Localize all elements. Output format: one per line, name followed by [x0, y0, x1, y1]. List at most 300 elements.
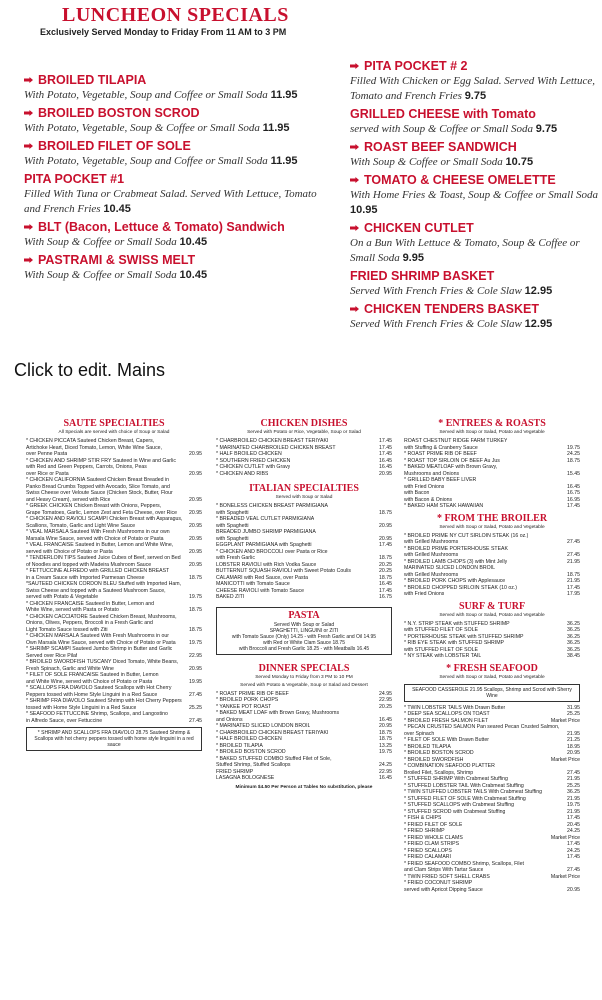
menu-item-name: * SEAFOOD FETTUCCINE Shrimp, Scallops, and Langostino [26, 711, 168, 717]
chicken-note: Served with Potato or Rice, Vegetable, Soup or Salad [247, 430, 361, 435]
menu-item-name: with Spaghetti [216, 509, 249, 516]
menu-item-price: 18.75 [567, 457, 580, 464]
menu-item-name: * FETTUCCINE ALFREDO with GRILLED CHICKEN BREAST [26, 568, 170, 574]
luncheon-item-name [24, 252, 324, 268]
luncheon-item-desc-text: On a Bun With Lettuce & Tomato, Soup & Coffee or Small Soda [350, 237, 580, 264]
menu-item-name: * STUFFED SCROD with Crabmeat Stuffing [404, 808, 506, 815]
menu-item-price: 17.95 [567, 591, 580, 597]
menu-item-name: with Fresh Garlic [216, 555, 255, 561]
luncheon-item-desc-text: With Home Fries & Toast, Soup & Coffee or Small Soda [350, 189, 599, 201]
luncheon-item [350, 172, 600, 218]
menu-item-price: 18.75 [379, 736, 392, 742]
surf-note: Served with Soup or Salad, Potato and Vegetable [439, 612, 545, 618]
arrow-icon [350, 177, 359, 183]
menu-item-name: Light Tomato Sauce tossed with Ziti [26, 626, 108, 633]
menu-item-name: * GRILLED BABY BEEF LIVER [404, 477, 477, 483]
saute-special-box: * SHRIMP AND SCALLOPS FRA DIAVOLO 28.75 Sauteed Shrimp & Scallops with hot cherry peppers tossed with home style linguini in a red sauce [26, 727, 202, 751]
menu-item-price: Market Price [550, 717, 580, 724]
luncheon-item-description [350, 317, 600, 332]
menu-item-name: * NY STEAK with LOBSTER TAIL [404, 653, 482, 659]
menu-item-name: * TWIN LOBSTER TAILS With Drawn Butter [404, 704, 506, 711]
menu-item-name: * SOUTHERN FRIED CHICKEN [216, 457, 291, 464]
menu-item-price: 17.45 [567, 815, 580, 821]
italian-heading: ITALIAN SPECIALTIES [249, 483, 359, 494]
dinner-items [216, 691, 392, 782]
menu-item-name: * BROILED PORK CHOPS [216, 697, 279, 703]
menu-item-name: Panko Bread Crumbs Topped with Avocado, Slice Tomato, and [26, 483, 170, 490]
luncheon-item-desc-text: With Potato, Vegetable, Soup & Coffee or Small Soda [24, 122, 263, 134]
menu-item-name: Served over Rice Pilaf [26, 652, 78, 659]
menu-item-name: White Wine, served with Pasta or Potato [26, 607, 119, 613]
luncheon-item-desc-text: Filled With Chicken or Egg Salad. Served With Lettuce, Tomato and French Fries [350, 75, 596, 102]
menu-item-name: * FRIED CLAM STRIPS [404, 841, 460, 847]
luncheon-item-name [350, 172, 600, 188]
dinner-note-1: Served Monday to Friday from 3 PM to 10 PM [255, 674, 353, 680]
luncheon-item-title: ROAST BEEF SANDWICH [364, 140, 517, 154]
menu-item-name: Onions, Olives, Peppers, Broccoli in a Fresh Garlic and [26, 620, 153, 626]
menu-item-name: in a Cream Sauce with Imported Parmesan Cheese [26, 574, 145, 581]
arrow-icon [350, 144, 359, 150]
luncheon-item-title: TOMATO & CHEESE OMELETTE [364, 173, 556, 187]
luncheon-item-description [24, 121, 324, 136]
italian-note: Served with Soup or Salad [275, 495, 333, 500]
luncheon-item-desc-text: With Potato, Vegetable, Soup and Coffee or Small Soda [24, 155, 271, 167]
menu-item-price: 13.25 [379, 742, 392, 749]
luncheon-item-desc-text: Filled With Tuna or Crabmeat Salad. Served With Lettuce, Tomato and French Fries [24, 188, 317, 215]
menu-item-price: 16.45 [379, 457, 392, 464]
menu-item-name: * HALF BROILED CHICKEN [216, 451, 282, 457]
arrow-icon [24, 77, 33, 83]
menu-item-price: 20.25 [379, 703, 392, 710]
menu-item-price: Market Price [550, 756, 580, 763]
menu-item-name: * BAKED MEAT LOAF with Brown Gravy, Mushrooms [216, 710, 340, 716]
menu-item-price: 17.45 [567, 503, 580, 509]
menu-item-name: * COMBINATION SEAFOOD PLATTER [404, 763, 495, 769]
luncheon-item-price: 10.45 [103, 203, 131, 215]
luncheon-item [24, 138, 324, 169]
menu-item-name: over Spinach [404, 730, 435, 737]
seafood-note: Served with Soup or Salad, Potato and Vegetable [439, 674, 545, 680]
menu-item-price: 20.95 [189, 509, 202, 516]
menu-item-price: 18.75 [379, 729, 392, 736]
menu-item-price: 16.75 [567, 490, 580, 496]
menu-item-price: 17.45 [567, 584, 580, 591]
menu-item-price: 20.95 [189, 470, 202, 477]
menu-item-price: 20.45 [567, 821, 580, 828]
luncheon-item-description [350, 122, 600, 137]
luncheon-item-description [24, 88, 324, 103]
saute-items [26, 438, 202, 724]
menu-item-name: * CHICKEN CUTLET with Gravy [216, 464, 291, 470]
menu-item-name: * BROILED TILAPIA [216, 742, 263, 749]
menu-item-name: served with Potato & Vegetable [26, 594, 99, 600]
menu-item-name: * TWIN STUFFED LOBSTER TAILS With Crabmeat Stuffing [404, 789, 542, 795]
luncheon-item-price: 12.95 [524, 318, 553, 330]
luncheon-item-price: 10.45 [179, 269, 208, 281]
luncheon-item-description [350, 74, 600, 104]
menu-item-price: 18.95 [567, 743, 580, 750]
menu-item-name: with Bacon [404, 490, 430, 496]
luncheon-item-name [24, 72, 324, 88]
menu-item-price: 16.45 [567, 483, 580, 490]
menu-item-price: 17.45 [567, 841, 580, 847]
menu-item-price: 36.25 [567, 627, 580, 633]
menu-item-price: 20.95 [379, 535, 392, 542]
luncheon-item-name [350, 58, 600, 74]
menu-item-name: * ROAST PRIME RIB OF BEEF [404, 451, 477, 457]
menu-item-name: * FRIED CALAMARI [404, 854, 451, 860]
luncheon-item-price: 10.75 [505, 156, 534, 168]
saute-note: All Specials are served with choice of Soup or Salad [58, 430, 170, 435]
menu-item-price: 20.25 [379, 561, 392, 568]
menu-item-name: * BROILED SWORDFISH TUSCANY Diced Tomato, White Beans, [26, 659, 179, 665]
arrow-icon [350, 306, 359, 312]
menu-row [404, 887, 580, 894]
luncheon-item-price: 10.95 [350, 204, 378, 216]
menu-item-name: * CHICKEN FRANCAISE Sauteed in Butter, Lemon and [26, 600, 155, 607]
saute-heading: SAUTE SPECIALTIES [63, 418, 165, 429]
menu-item-price: 27.45 [567, 539, 580, 545]
menu-item-name: CHEESE RAVIOLI with Tomato Sauce [216, 587, 305, 594]
menu-item-name: * BAKED STUFFED COMBO Stuffed Filet of Sole, [216, 755, 332, 762]
menu-item-price: 18.75 [379, 509, 392, 516]
menu-item-price: 27.45 [567, 552, 580, 558]
menu-item-price: 27.45 [567, 769, 580, 776]
luncheon-item [24, 252, 324, 283]
luncheon-item-price: 9.75 [535, 123, 558, 135]
menu-item-price: 38.45 [567, 653, 580, 659]
menu-item-name: * FRIED SHRIMP [404, 828, 445, 834]
luncheon-item-description [350, 188, 600, 218]
menu-item-name: * CHICKEN AND BROCCOLI over Pasta or Rice [216, 548, 328, 555]
menu-item-price: 27.45 [189, 717, 202, 724]
menu-item-name: * SHRIMP FRA DIAVOLO Sauteed Shrimp with Hot Cherry Peppers [26, 698, 182, 704]
menu-item-name: in Alfredo Sauce, over Fettuccine [26, 717, 103, 724]
arrow-icon [350, 63, 359, 69]
menu-item-name: * BROILED CHOPPED SIRLOIN STEAK (10 oz.) [404, 584, 518, 591]
luncheon-item-price: 9.75 [464, 90, 487, 102]
menu-item-name: * CHARBROILED CHICKEN BREAST TERIYAKI [216, 729, 329, 736]
menu-item-price: 27.45 [189, 691, 202, 698]
luncheon-item-description [24, 187, 324, 217]
menu-item-name: Mushrooms and Onions [404, 470, 460, 477]
menu-item-price: 16.45 [379, 775, 392, 781]
menu-item-name: Swiss Cheese over Veloute Sauce (Chicken Stock, Butter, Flour [26, 490, 173, 496]
menu-item-name: * SHRIMP SCAMPI Sauteed Jumbo Shrimp in Butter and Garlic [26, 646, 173, 652]
menu-item-price: 18.75 [379, 555, 392, 561]
menu-row [404, 503, 580, 510]
luncheon-item [350, 106, 600, 137]
menu-item-price: 21.95 [567, 558, 580, 565]
menu-item-name: Marsala Wine Sauce, served with Choice of Potato or Pasta [26, 535, 164, 542]
luncheon-item-title: GRILLED CHEESE with Tomato [350, 107, 536, 121]
menu-item-name: * SCALLOPS FRA DIAVOLO Sauteed Scallops with Hot Cherry [26, 685, 172, 691]
seafood-heading: * FRESH SEAFOOD [446, 662, 538, 674]
broiler-note: Served with Soup or Salad, Potato and Vegetable [439, 524, 545, 530]
menu-item-price: 18.75 [189, 574, 202, 581]
menu-item-name: with Fried Onions [404, 483, 445, 490]
menu-item-name: * ROAST PRIME RIB OF BEEF [216, 690, 289, 697]
menu-item-price: 20.95 [189, 561, 202, 568]
luncheon-item-title: PITA POCKET #1 [24, 172, 125, 186]
menu-item-name: BAKED ZITI [216, 594, 245, 600]
luncheon-item-title: BROILED TILAPIA [38, 73, 147, 87]
menu-item-price: 20.95 [379, 522, 392, 529]
menu-item-name: * BAKED MEATLOAF with Brown Gravy, [404, 464, 498, 470]
luncheon-item-price: 11.95 [262, 122, 290, 134]
menu-item-name: LOBSTER RAVIOLI with Rich Vodka Sauce [216, 561, 317, 568]
menu-item-name: * STUFFED LOBSTER TAIL With Crabmeat Stuffing [404, 782, 524, 789]
menu-item-name: with Grilled Mushrooms [404, 539, 459, 545]
menu-item-price: 31.95 [567, 704, 580, 711]
menu-item-name: with STUFFED FILET OF SOLE [404, 627, 478, 633]
saute-column [26, 418, 202, 754]
luncheon-item-name [350, 301, 600, 317]
luncheon-item-price: 12.95 [524, 285, 553, 297]
arrow-icon [24, 143, 33, 149]
menu-item-name: * YANKEE POT ROAST [216, 703, 272, 710]
menu-item-name: Artichoke Heart, Diced Tomato, Lemon, White Wine Sauce, [26, 444, 162, 451]
menu-item-name: * PORTERHOUSE STEAK with STUFFED SHRIMP [404, 633, 524, 640]
menu-item-name: *SAUTEED CHICKEN CORDON BLEU Stuffed with Imported Ham, [26, 581, 181, 587]
luncheon-item-description [24, 235, 324, 250]
menu-item-price: 17.45 [379, 444, 392, 451]
menu-item-price: 19.75 [189, 639, 202, 646]
pasta-line: with Tomato Sauce (Only) 14.25 - with Fresh Garlic and Oil 14.95 [231, 633, 377, 640]
menu-item-name: * BROILED PRIME PORTERHOUSE STEAK [404, 545, 508, 552]
pasta-box [216, 607, 392, 655]
menu-item-name: and Onions [216, 716, 243, 723]
menu-item-name: * TENDERLOIN TIPS Sauteed Juice Cubes of Beef, served on Bed [26, 555, 181, 561]
arrow-icon [24, 257, 33, 263]
luncheon-item-title: CHICKEN TENDERS BASKET [364, 302, 540, 316]
menu-item-price: 19.75 [567, 802, 580, 808]
menu-item-name: and Heavy Cream), served with Rice [26, 496, 111, 503]
menu-item-name: * FISH & CHIPS [404, 815, 442, 821]
menu-item-price: 25.25 [567, 782, 580, 789]
menu-item-price: 24.95 [379, 690, 392, 697]
arrow-icon [24, 224, 33, 230]
menu-item-name: * FRIED WHOLE CLAMS [404, 834, 463, 841]
menu-item-name: * FILET OF SOLE With Drawn Butter [404, 737, 489, 743]
menu-item-price: 16.45 [379, 464, 392, 470]
menu-item-name: * HALF BROILED CHICKEN [216, 736, 282, 742]
menu-item-price: 20.95 [379, 723, 392, 729]
menu-item-price: 18.75 [189, 607, 202, 613]
luncheon-item [350, 301, 600, 332]
menu-item-name: * PECAN CRUSTED SALMON Pan seared Pecan Crusted Salmon, [404, 724, 560, 730]
menu-item-name: * CHICKEN AND SHRIMP STIR FRY Sauteed in Wine and Garlic [26, 457, 176, 464]
luncheon-item-title: BLT (Bacon, Lettuce & Tomato) Sandwich [38, 220, 285, 234]
seafood-casserole-box: SEAFOOD CASSEROLE 21.95 Scallops, Shrimp and Scrod with Sherry Wine [404, 684, 580, 702]
menu-item-name: * BROILED TILAPIA [404, 743, 451, 750]
menu-item-price: 17.45 [379, 438, 392, 444]
menu-item-name: Stuffed Shrimp, Stuffed Scallops [216, 762, 291, 768]
menu-item-price: 24.25 [567, 451, 580, 457]
luncheon-item-desc-text: With Soup & Coffee or Small Soda [24, 269, 180, 281]
menu-item-price: 20.95 [567, 750, 580, 756]
luncheon-subtitle: Exclusively Served Monday to Friday From 11 AM to 3 PM [40, 27, 287, 37]
menu-item-price: 20.95 [189, 548, 202, 555]
luncheon-item-description [350, 284, 600, 299]
luncheon-item-name [350, 139, 600, 155]
luncheon-item-description [24, 268, 324, 283]
menu-row [404, 653, 580, 660]
menu-item-price: 19.75 [189, 594, 202, 600]
menu-item-name: with Spaghetti [216, 535, 249, 542]
luncheon-item-title: BROILED BOSTON SCROD [38, 106, 200, 120]
dinner-note-2: Served with Potato & Vegetable, Soup or Salad and Dessert [240, 682, 368, 688]
menu-item-name: * STUFFED FILET OF SOLE With Crabmeat Stuffing [404, 795, 526, 802]
menu-item-name: with Grilled Mushrooms [404, 552, 459, 558]
menu-item-name: * BROILED BOSTON SCROD [404, 750, 474, 756]
luncheon-item-desc-text: served with Soup & Coffee or Small Soda [350, 123, 536, 135]
menu-row [216, 775, 392, 782]
menu-item-name: * BROILED PRIME NY CUT SIRLOIN STEAK (16 oz.) [404, 532, 529, 539]
luncheon-item-title: PASTRAMI & SWISS MELT [38, 253, 196, 267]
entrees-heading: * ENTREES & ROASTS [438, 418, 546, 429]
entrees-note: Served with Soup or Salad, Potato and Vegetable [439, 430, 545, 435]
menu-item-name: BREADED JUMBO SHRIMP PARMIGIANA [216, 529, 316, 535]
menu-item-name: * BREADED VEAL CUTLET PARMIGIANA [216, 516, 315, 522]
menu-item-price: 20.95 [189, 665, 202, 672]
menu-item-name: * FRIED SCALLOPS [404, 847, 452, 854]
menu-item-price: Market Price [550, 873, 580, 880]
menu-item-name: * FILET OF SOLE FRANCAISE Sauteed in Butter, Lemon [26, 672, 159, 678]
broiler-items [404, 533, 580, 598]
menu-item-name: * DEEP SEA SCALLOPS ON TOAST [404, 711, 490, 717]
luncheon-item [350, 139, 600, 170]
menu-item-name: Peppers tossed with Home Style Linguini in a Red Sauce [26, 691, 158, 698]
menu-item-name: * BROILED PORK CHOPS with Applesauce [404, 578, 506, 584]
pasta-heading: PASTA [288, 609, 320, 621]
luncheon-item [24, 219, 324, 250]
menu-item-name: Swiss Cheese and topped with a Sauteed Mushroom Sauce, [26, 587, 166, 594]
menu-item-name: * GREEK CHICKEN Chicken Breast with Onions, Peppers, [26, 503, 162, 509]
arrow-icon [24, 110, 33, 116]
menu-item-name: * CHICKEN CALIFORNIA Sauteed Chicken Breast Breaded in [26, 477, 170, 483]
luncheon-item-name [350, 106, 600, 122]
menu-item-name: * CHARBROILED CHICKEN BREAST TERIYAKI [216, 438, 329, 444]
menu-item-price: 18.75 [379, 574, 392, 581]
luncheon-item-description [350, 155, 600, 170]
menu-item-name: * CHICKEN AND RIBS [216, 470, 269, 477]
edit-caption[interactable]: Click to edit. Mains [14, 360, 166, 380]
menu-item-name: * CHICKEN MARSALA Sauteed With Fresh Mushrooms in our [26, 633, 169, 639]
luncheon-item-desc-text: With Potato, Vegetable, Soup and Coffee or Small Soda [24, 89, 271, 101]
menu-item-price: 19.95 [189, 678, 202, 685]
menu-item-name: EGGPLANT PARMIGIANA with Spaghetti [216, 542, 312, 548]
menu-item-name: Own Marsala Wine Sauce, served with Choice of Potato or Pasta [26, 639, 176, 646]
menu-item-price: 18.75 [189, 626, 202, 633]
menu-item-name: of Noodles and topped with Madeira Mushroom Sauce [26, 561, 152, 568]
menu-item-name: * CHICKEN PICCATA Sauteed Chicken Breast, Capers, [26, 438, 155, 444]
luncheon-item-title: FRIED SHRIMP BASKET [350, 269, 495, 283]
luncheon-title: LUNCHEON SPECIALS [62, 4, 289, 26]
menu-item-price: 16.75 [379, 594, 392, 600]
arrow-icon [350, 225, 359, 231]
menu-item-price: 20.95 [189, 496, 202, 503]
menu-item-price: 22.95 [379, 697, 392, 703]
menu-item-price: 17.45 [379, 451, 392, 457]
broiler-heading: * FROM THE BROILER [436, 512, 548, 524]
menu-item-price: 21.95 [567, 795, 580, 802]
menu-item-price: 17.45 [379, 542, 392, 548]
menu-item-price: 25.25 [189, 704, 202, 711]
chicken-items [216, 438, 392, 477]
luncheon-item-title: CHICKEN CUTLET [364, 221, 474, 235]
menu-item-name: Scallions, Tomato, Garlic and Light Wine Sauce [26, 522, 136, 529]
menu-item-name: * BROILED BOSTON SCROD [216, 749, 286, 755]
menu-item-name: MARINATED SLICED LONDON BROIL [404, 565, 495, 571]
luncheon-item-description [350, 236, 600, 266]
luncheon-item-description [24, 154, 324, 169]
menu-item-name: * MARINATED CHARBROILED CHICKEN BREAST [216, 444, 336, 451]
menu-item-name: and White Wine, served with Choice of Potato or Pasta [26, 678, 153, 685]
menu-item-name: * BROILED FRESH SALMON FILET [404, 717, 489, 724]
menu-item-price: 27.45 [567, 867, 580, 873]
menu-row [216, 594, 392, 601]
menu-row [26, 718, 202, 725]
menu-item-name: * BROILED SWORDFISH [404, 756, 464, 763]
luncheon-item-name [24, 105, 324, 121]
menu-item-name: * MARINATED SLICED LONDON BROIL [216, 723, 311, 729]
luncheon-item-desc-text: With Soup & Coffee or Small Soda [24, 236, 180, 248]
menu-item-price: 21.95 [567, 808, 580, 815]
menu-item-price: 17.45 [567, 854, 580, 860]
luncheon-item-desc-text: With Soup & Coffee or Small Soda [350, 156, 506, 168]
chicken-heading: CHICKEN DISHES [260, 418, 348, 429]
menu-item-name: * TWIN FRIED SOFT SHELL CRABS [404, 873, 490, 880]
menu-item-name: served with Apricot Dipping Sauce [404, 886, 483, 893]
menu-item-price: 36.25 [567, 640, 580, 646]
menu-item-name: * FRIED FILET OF SOLE [404, 821, 463, 828]
luncheon-item [350, 268, 600, 299]
menu-item-name: * N.Y. STRIP STEAK with STUFFED SHRIMP [404, 620, 510, 627]
menu-item-price: 24.25 [567, 847, 580, 854]
menu-item-price: 24.25 [567, 828, 580, 834]
right-column [404, 418, 580, 893]
menu-item-price: 15.45 [567, 470, 580, 477]
luncheon-item-name [350, 220, 600, 236]
menu-item-name: with Grilled Mushrooms [404, 571, 459, 578]
menu-item-name: * VEAL FRANCAISE Sauteed in Butter, Lemon and White Wine, [26, 542, 174, 548]
menu-item-name: * BROILED LAMB CHOPS (3) with Mint Jelly [404, 558, 508, 565]
menu-item-name: MANICOTTI with Tomato Sauce [216, 581, 290, 587]
middle-column [216, 418, 392, 793]
dinner-footer: Minimum $4.50 Per Person at Tables No substitution, please [235, 784, 373, 790]
luncheon-item-title: PITA POCKET # 2 [364, 59, 468, 73]
menu-item-price: 22.95 [189, 652, 202, 659]
menu-item-name: FRIED SHRIMP [216, 768, 254, 775]
menu-item-price: 20.95 [189, 451, 202, 457]
pasta-line: with Broccoli and Fresh Garlic 18.25 - with Meatballs 16.45 [238, 645, 370, 652]
entrees-items [404, 438, 580, 510]
menu-item-price: 36.25 [567, 789, 580, 795]
luncheon-specials-section [0, 0, 602, 340]
menu-item-name: over Rice or Pasta [26, 470, 69, 477]
menu-item-name: * FRIED SEAFOOD COMBO Shrimp, Scallops, Filet [404, 860, 524, 867]
menu-item-name: with STUFFED FILET OF SOLE [404, 646, 478, 653]
dinner-heading: DINNER SPECIALS [258, 662, 350, 674]
pasta-line: with Red or White Clam Sauce 18.75 [263, 639, 345, 646]
luncheon-item-price: 11.95 [270, 89, 298, 101]
pasta-lines [219, 622, 389, 652]
menu-item-price: 16.45 [379, 716, 392, 723]
menu-item-price: 36.25 [567, 646, 580, 653]
menu-item-name: over Penne Pasta [26, 451, 68, 457]
menu-item-name: and Clam Strips With Tartar Sauce [404, 867, 484, 873]
